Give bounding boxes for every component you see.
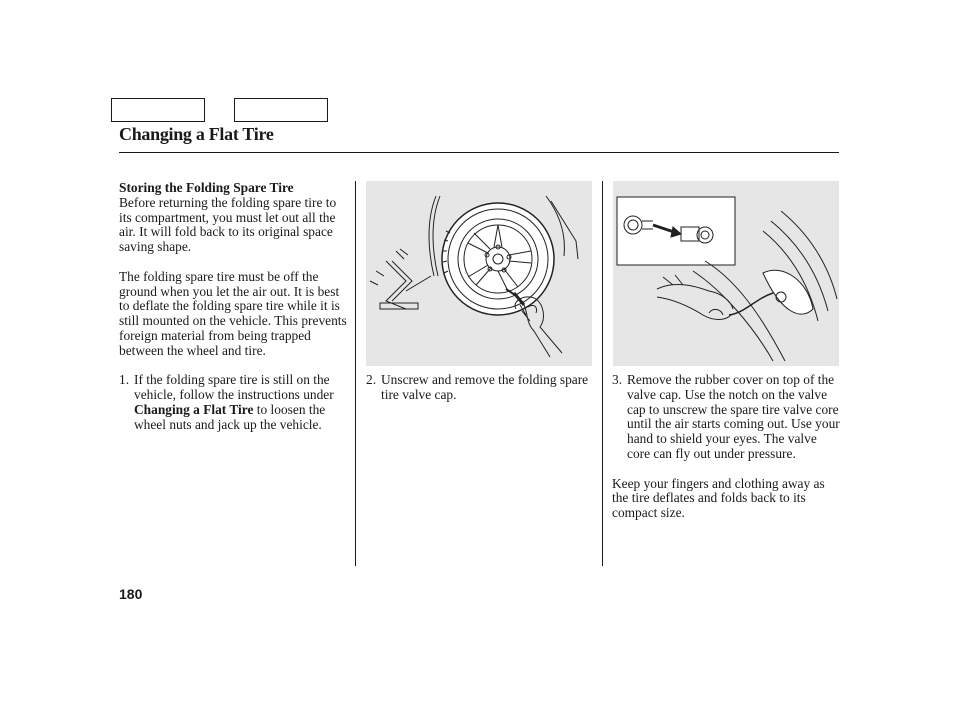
- step-3-number: 3.: [612, 372, 623, 387]
- nav-tab-box-left[interactable]: [111, 98, 205, 122]
- intro-paragraph: Before returning the folding spare tire to its compartment, you must let out all the air. It will fold back to its original space saving shape.: [119, 194, 337, 255]
- step-1-number: 1.: [119, 372, 130, 388]
- step-1: [119, 373, 351, 432]
- step-2-number: 2.: [366, 372, 377, 387]
- page-number: 180: [119, 586, 143, 602]
- step-2-text: Unscrew and remove the folding spare tire valve cap.: [381, 372, 589, 402]
- column-divider-2: [602, 181, 603, 566]
- nav-tab-box-right[interactable]: [234, 98, 328, 122]
- page-title: Changing a Flat Tire: [119, 124, 274, 144]
- step-1-text-before: If the folding spare tire is still on the vehicle, follow the instructions under: [134, 372, 334, 403]
- deflate-warning-paragraph: Keep your fingers and clothing away as the tire deflates and folds back to its compact size.: [612, 475, 825, 521]
- title-divider: [119, 152, 839, 153]
- section-heading: Storing the Folding Spare Tire: [119, 180, 294, 195]
- valve-core-illustration: [613, 181, 839, 366]
- deflate-paragraph: The folding spare tire must be off the ground when you let the air out. It is best to deflate the folding spare tire while it is still mounted on the vehicle. This prevents foreign material from being trapped between the wheel and tire.: [119, 268, 347, 358]
- column-3: [612, 373, 840, 521]
- step-1-text: [134, 373, 351, 432]
- step-3: [612, 373, 840, 462]
- column-divider-1: [355, 181, 356, 566]
- column-1: [119, 181, 351, 433]
- step-1-text-after: to loosen the wheel nuts and jack up the vehicle.: [134, 401, 326, 432]
- tire-jack-illustration: [366, 181, 592, 366]
- illustration-unscrew-valve-core: [613, 181, 839, 366]
- column-2: [366, 373, 592, 403]
- changing-flat-tire-reference[interactable]: Changing a Flat Tire: [134, 401, 254, 417]
- step-3-text: Remove the rubber cover on top of the valve cap. Use the notch on the valve cap to unscrew the spare tire valve core until the air starts coming out. Use your hand to shield your eyes. The valve core can fly out under pressure.: [627, 372, 840, 461]
- step-2: [366, 373, 592, 403]
- illustration-remove-valve-cap: [366, 181, 592, 366]
